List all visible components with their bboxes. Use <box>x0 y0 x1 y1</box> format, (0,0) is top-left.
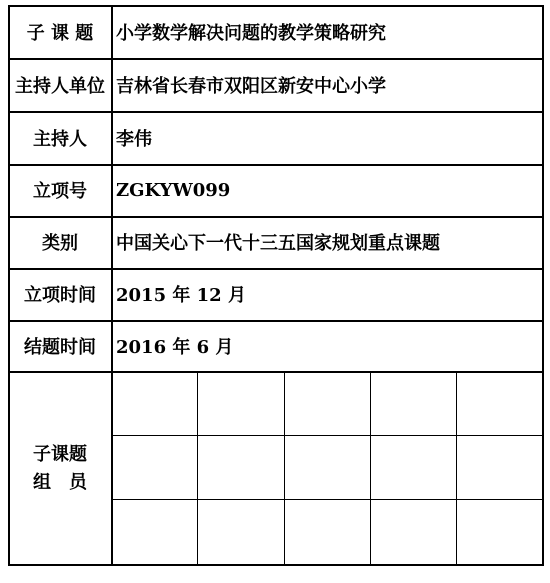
label-host-unit: 主持人单位 <box>15 76 105 97</box>
member-cell[interactable] <box>457 500 542 564</box>
label-project-number: 立项号 <box>33 181 87 202</box>
member-cell[interactable] <box>285 372 370 435</box>
value-host: 李伟 <box>116 129 152 150</box>
value-sub-topic: 小学数学解决问题的教学策略研究 <box>116 23 386 44</box>
member-cell[interactable] <box>285 436 370 499</box>
value-host-unit: 吉林省长春市双阳区新安中心小学 <box>116 76 386 97</box>
member-cell[interactable] <box>198 372 284 435</box>
members-label-line1: 子课题 <box>33 443 87 465</box>
value-project-number: ZGKYW099 <box>116 179 231 201</box>
member-cell[interactable] <box>371 500 456 564</box>
member-cell[interactable] <box>285 500 370 564</box>
member-cell[interactable] <box>198 500 284 564</box>
label-approval-date: 立项时间 <box>24 285 96 306</box>
members-label <box>8 372 112 565</box>
value-category: 中国关心下一代十三五国家规划重点课题 <box>116 233 440 254</box>
member-cell[interactable] <box>371 436 456 499</box>
member-cell[interactable] <box>457 372 542 435</box>
table-border-right <box>542 5 544 566</box>
member-cell[interactable] <box>112 436 197 499</box>
member-cell[interactable] <box>457 436 542 499</box>
label-completion-date: 结题时间 <box>24 337 96 358</box>
label-sub-topic: 子 课 题 <box>26 23 94 44</box>
label-category: 类别 <box>42 233 78 254</box>
member-cell[interactable] <box>112 500 197 564</box>
value-completion-date: 2016 年 6 月 <box>116 337 234 358</box>
members-label-line2: 组 员 <box>33 471 87 493</box>
member-cell[interactable] <box>371 372 456 435</box>
value-approval-date: 2015 年 12 月 <box>116 285 246 306</box>
member-cell[interactable] <box>198 436 284 499</box>
label-host: 主持人 <box>33 129 87 150</box>
member-cell[interactable] <box>112 372 197 435</box>
